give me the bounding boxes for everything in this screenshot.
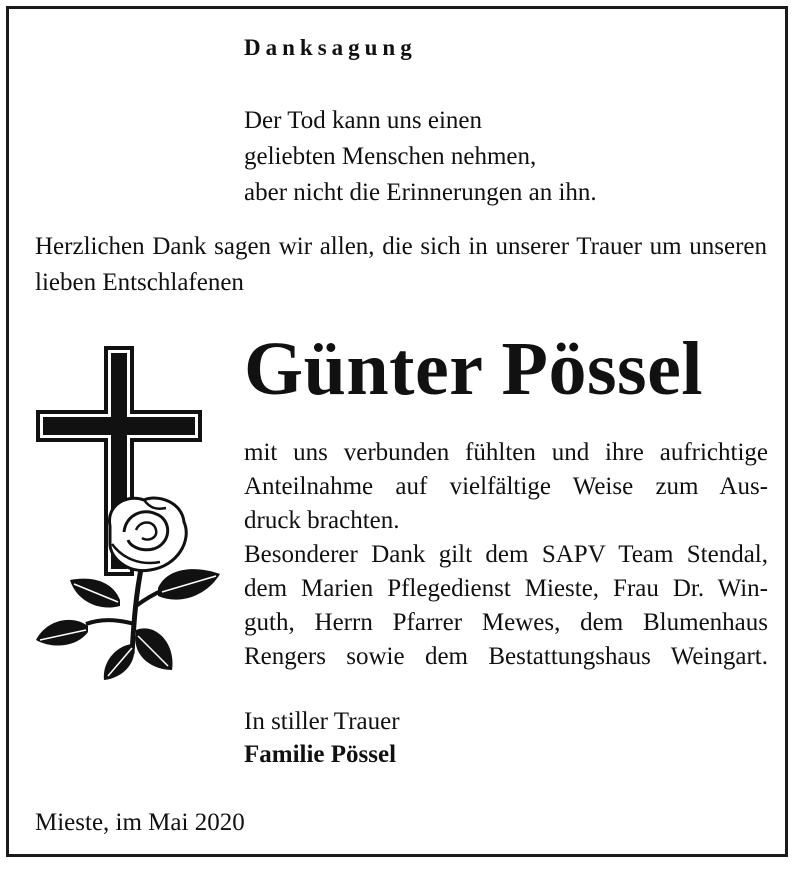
- poem-line: Der Tod kann uns einen: [244, 107, 483, 134]
- thanks-text: Herzlichen Dank sagen wir allen, die sich in unserer Trauer um unseren lieben Entschlafenen: [35, 233, 767, 296]
- cross-rose-emblem: [32, 344, 224, 689]
- deceased-name: Günter Pössel: [244, 327, 703, 411]
- body-line: mit uns verbunden fühlten und ihre aufrichtige: [244, 439, 768, 466]
- body-line: Rengers sowie dem Bestattungshaus Weingart.: [244, 643, 768, 670]
- poem-line: geliebten Menschen nehmen,: [244, 143, 537, 170]
- rose-icon: [36, 498, 220, 680]
- cross-icon: [32, 344, 224, 684]
- body-line: dem Marien Pflegedienst Mieste, Frau Dr. Win-: [244, 575, 768, 602]
- notice-heading: Danksagung: [244, 35, 417, 60]
- body-line: Anteilnahme auf vielfältige Weise zum Aus-: [244, 473, 768, 500]
- poem: [244, 103, 597, 211]
- poem-line: aber nicht die Erinnerungen an ihn.: [244, 179, 597, 206]
- place-date: Mieste, im Mai 2020: [35, 809, 245, 836]
- body-line: Besonderer Dank gilt dem SAPV Team Stendal,: [244, 541, 768, 568]
- body-line: druck brachten.: [244, 507, 400, 534]
- family-signature: Familie Pössel: [244, 741, 397, 768]
- mourning-line: In stiller Trauer: [244, 708, 400, 735]
- acknowledgement-text: [244, 436, 768, 674]
- body-line: guth, Herrn Pfarrer Mewes, dem Blumenhaus: [244, 609, 768, 636]
